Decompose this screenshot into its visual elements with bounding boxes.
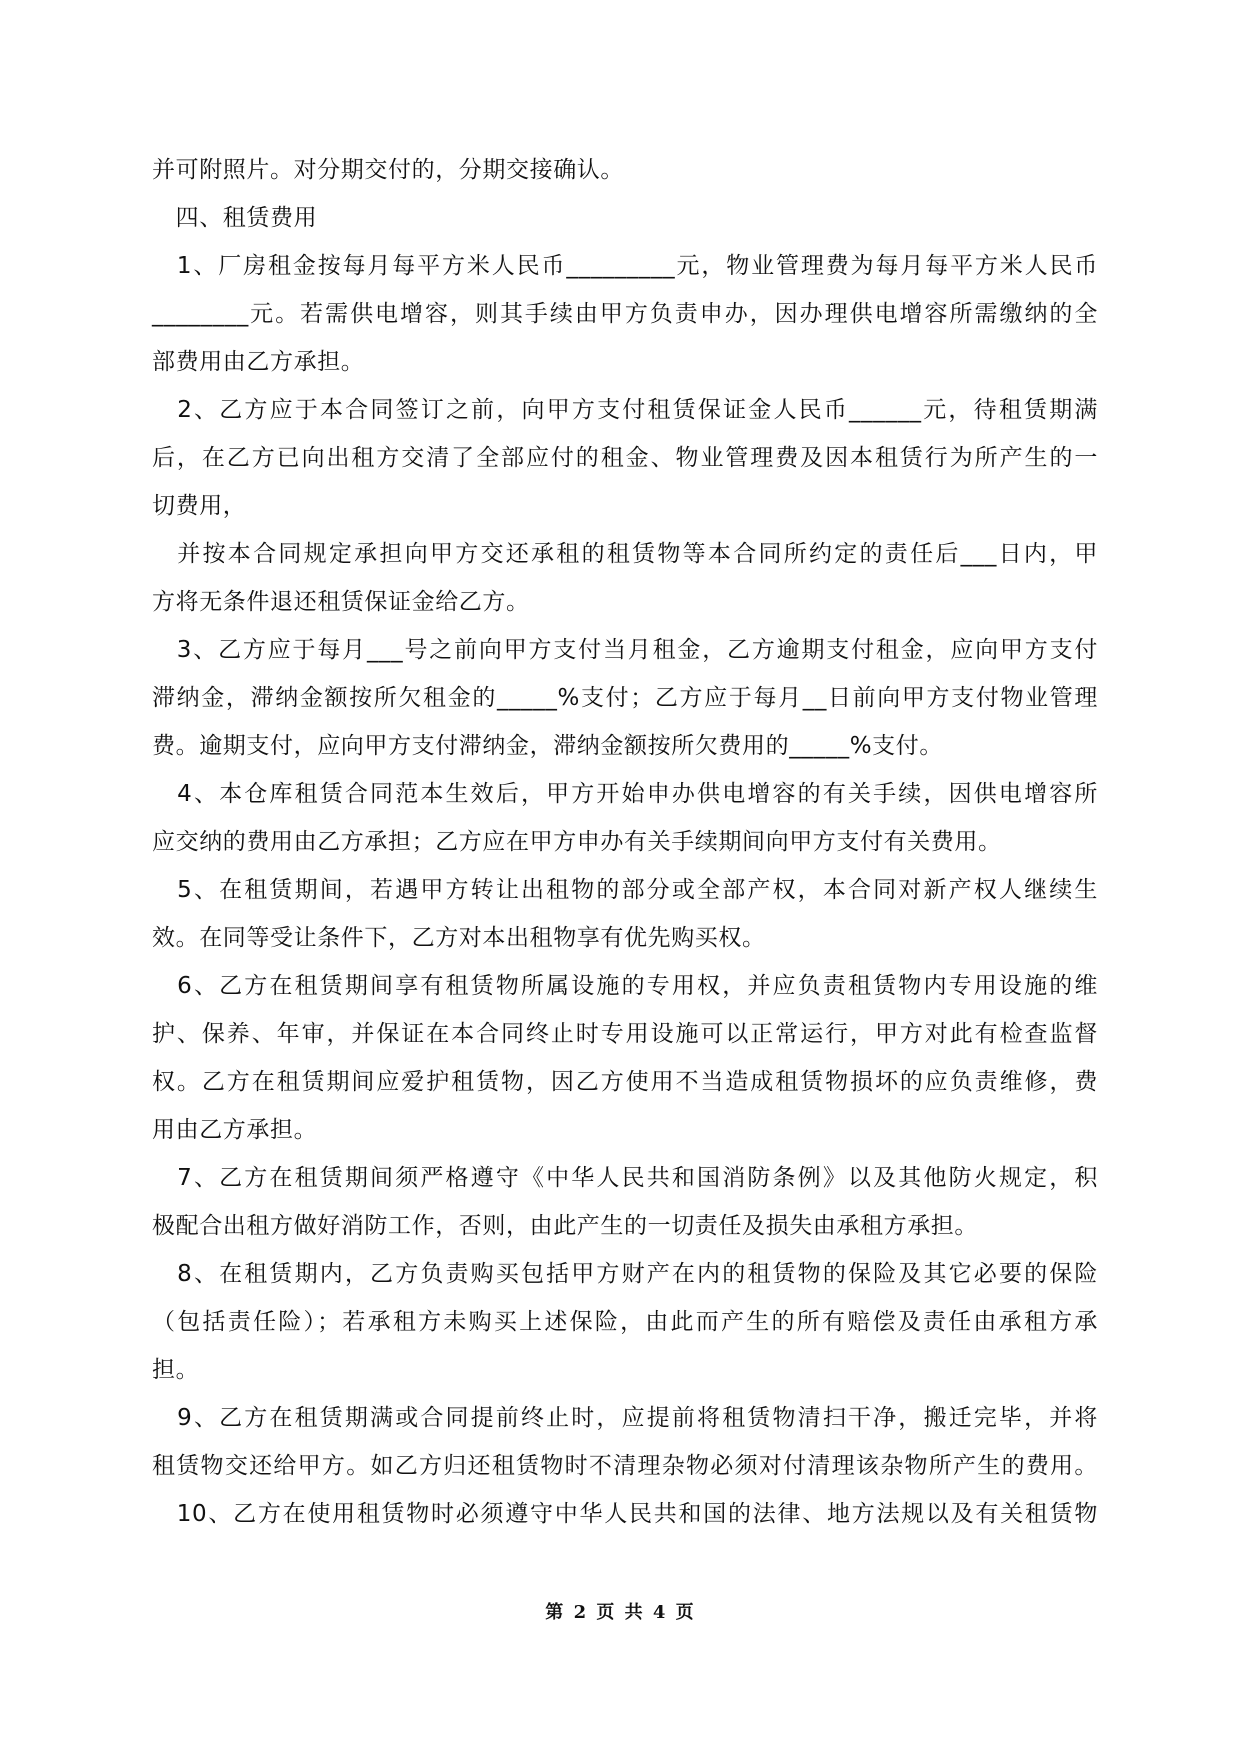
- text-line: 并可附照片。对分期交付的，分期交接确认。: [152, 157, 624, 183]
- text-line: 切费用，: [152, 493, 247, 519]
- text-line: 4、本仓库租赁合同范本生效后，甲方开始申办供电增容的有关手续，因供电增容所: [152, 781, 1098, 807]
- text-line: 10、乙方在使用租赁物时必须遵守中华人民共和国的法律、地方法规以及有关租赁物: [152, 1501, 1098, 1527]
- text-line: 用由乙方承担。: [152, 1117, 318, 1143]
- page-number: 第 2 页 共 4 页: [545, 1602, 696, 1623]
- text-line: 租赁物交还给甲方。如乙方归还租赁物时不清理杂物必须对付清理该杂物所产生的费用。: [152, 1453, 1098, 1479]
- text-line: 6、乙方在租赁期间享有租赁物所属设施的专用权，并应负责租赁物内专用设施的维: [152, 973, 1098, 999]
- text-line: 后，在乙方已向出租方交清了全部应付的租金、物业管理费及因本租赁行为所产生的一: [152, 445, 1098, 471]
- text-line: 费。逾期支付，应向甲方支付滞纳金，滞纳金额按所欠费用的_____%支付。: [152, 733, 943, 759]
- text-line: 护、保养、年审，并保证在本合同终止时专用设施可以正常运行，甲方对此有检查监督: [152, 1021, 1098, 1047]
- document-body: [152, 146, 1098, 1538]
- text-line: 8、在租赁期内，乙方负责购买包括甲方财产在内的租赁物的保险及其它必要的保险: [152, 1261, 1098, 1287]
- text-line: ________元。若需供电增容，则其手续由甲方负责申办，因办理供电增容所需缴纳的全: [152, 301, 1098, 327]
- text-line: 极配合出租方做好消防工作，否则，由此产生的一切责任及损失由承租方承担。: [152, 1213, 978, 1239]
- text-line: 应交纳的费用由乙方承担；乙方应在甲方申办有关手续期间向甲方支付有关费用。: [152, 829, 1002, 855]
- text-line: 3、乙方应于每月___号之前向甲方支付当月租金，乙方逾期支付租金，应向甲方支付: [152, 637, 1098, 663]
- text-line: （包括责任险）；若承租方未购买上述保险，由此而产生的所有赔偿及责任由承租方承: [152, 1309, 1098, 1335]
- text-line: 7、乙方在租赁期间须严格遵守《中华人民共和国消防条例》以及其他防火规定，积: [152, 1165, 1098, 1191]
- section-heading: 四、租赁费用: [152, 205, 318, 231]
- text-line: 担。: [152, 1357, 200, 1383]
- text-line: 滞纳金，滞纳金额按所欠租金的_____%支付；乙方应于每月__日前向甲方支付物业管理: [152, 685, 1098, 711]
- text-line: 方将无条件退还租赁保证金给乙方。: [152, 589, 530, 615]
- text-line: 5、在租赁期间，若遇甲方转让出租物的部分或全部产权，本合同对新产权人继续生: [152, 877, 1098, 903]
- text-line: 并按本合同规定承担向甲方交还承租的租赁物等本合同所约定的责任后___日内，甲: [152, 541, 1098, 567]
- text-line: 效。在同等受让条件下，乙方对本出租物享有优先购买权。: [152, 925, 766, 951]
- text-line: 9、乙方在租赁期满或合同提前终止时，应提前将租赁物清扫干净，搬迁完毕，并将: [152, 1405, 1098, 1431]
- text-line: 1、厂房租金按每月每平方米人民币_________元，物业管理费为每月每平方米人民币: [152, 253, 1098, 279]
- text-line: 权。乙方在租赁期间应爱护租赁物，因乙方使用不当造成租赁物损坏的应负责维修，费: [152, 1069, 1098, 1095]
- text-line: 2、乙方应于本合同签订之前，向甲方支付租赁保证金人民币______元，待租赁期满: [152, 397, 1098, 423]
- text-line: 部费用由乙方承担。: [152, 349, 365, 375]
